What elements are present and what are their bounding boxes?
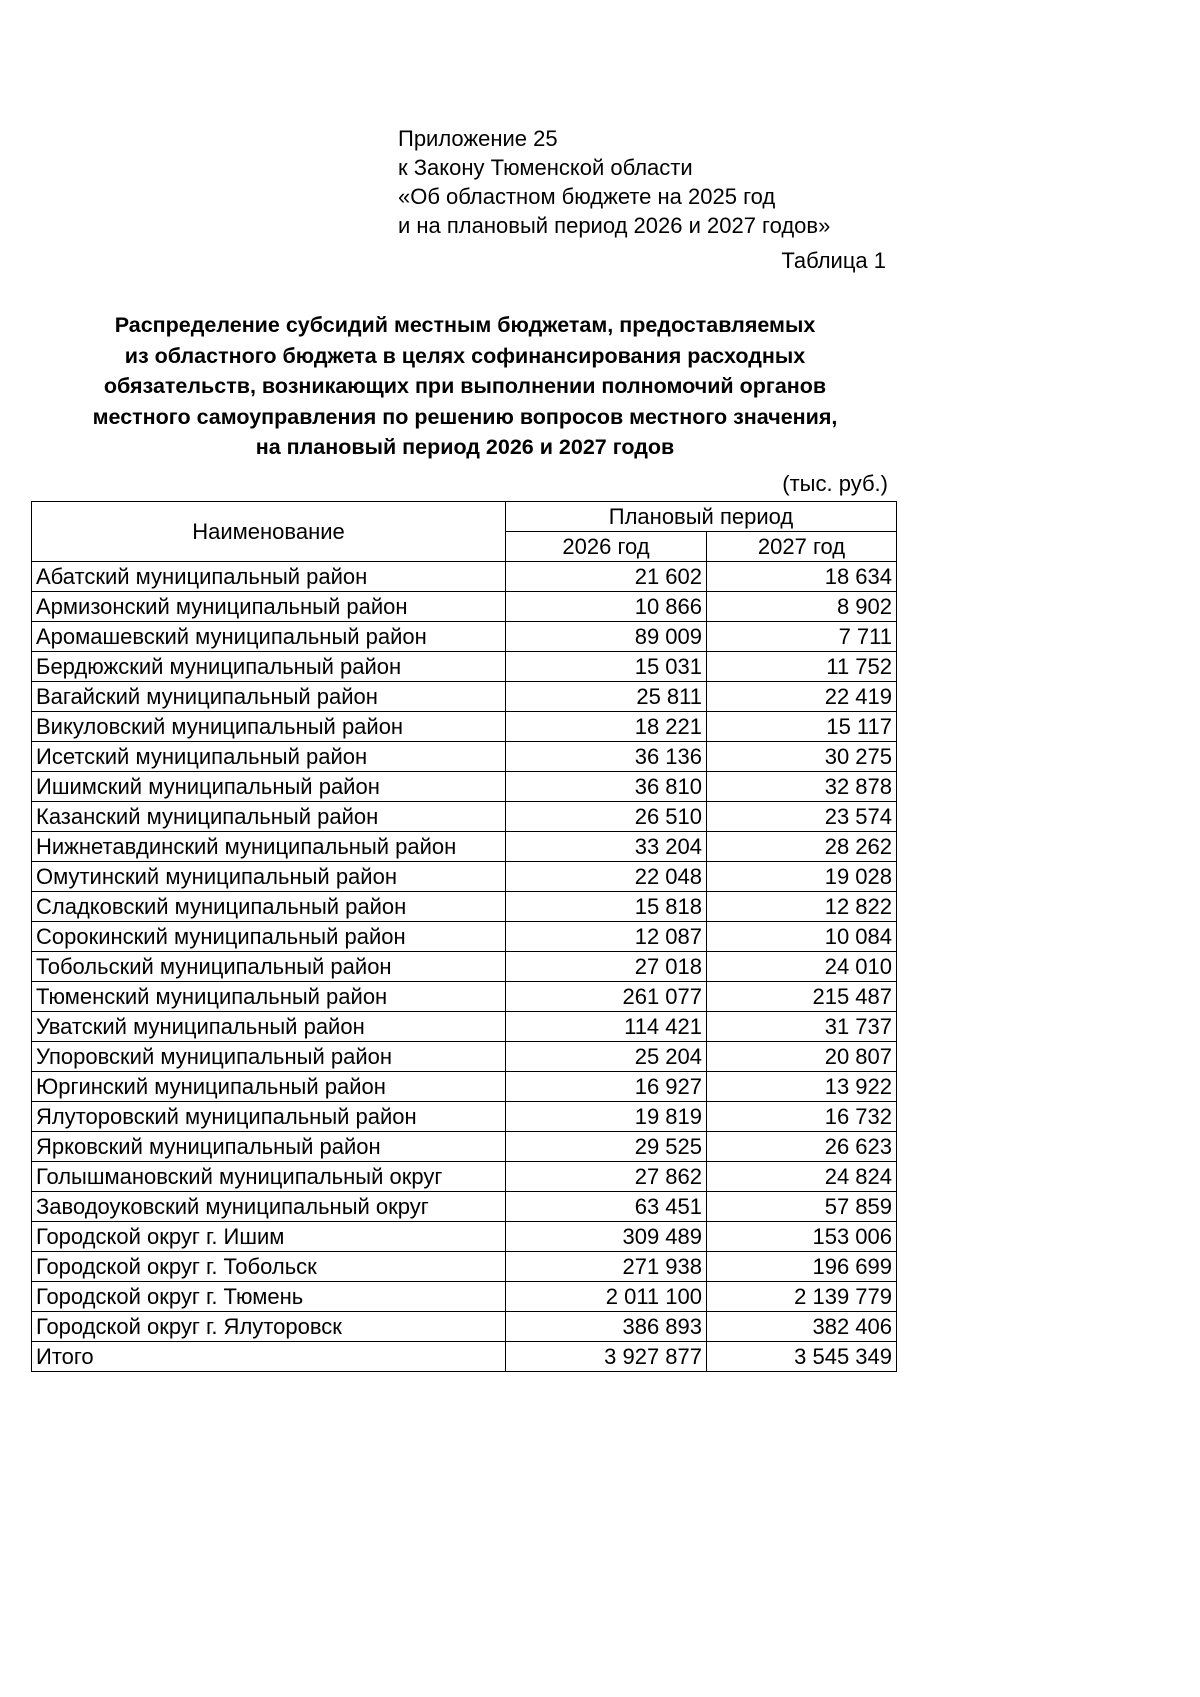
total-2026: 3 927 877 [506,1342,707,1372]
total-label: Итого [32,1342,506,1372]
units-label: (тыс. руб.) [782,471,888,496]
row-value-2027: 8 902 [707,592,897,622]
table-row [32,892,897,922]
row-name: Ярковский муниципальный район [32,1132,506,1162]
row-value-2027: 32 878 [707,772,897,802]
title-line: Распределение субсидий местным бюджетам, предоставляемых [114,313,816,337]
row-value-2026: 36 136 [506,742,707,772]
row-value-2027: 196 699 [707,1252,897,1282]
row-value-2026: 10 866 [506,592,707,622]
row-value-2026: 2 011 100 [506,1282,707,1312]
row-value-2027: 382 406 [707,1312,897,1342]
document-title [30,310,900,463]
row-value-2026: 15 818 [506,892,707,922]
table-row [32,952,897,982]
table-body [32,562,897,1342]
row-name: Городской округ г. Ялуторовск [32,1312,506,1342]
subsidy-table [31,501,897,1372]
row-value-2027: 16 732 [707,1102,897,1132]
table-row [32,742,897,772]
row-value-2026: 22 048 [506,862,707,892]
row-name: Тюменский муниципальный район [32,982,506,1012]
appendix-line: Приложение 25 [398,126,558,151]
table-row [32,1012,897,1042]
table-row [32,982,897,1012]
row-value-2026: 12 087 [506,922,707,952]
row-value-2027: 153 006 [707,1222,897,1252]
row-value-2026: 25 204 [506,1042,707,1072]
row-value-2026: 63 451 [506,1192,707,1222]
row-name: Нижнетавдинский муниципальный район [32,832,506,862]
row-value-2026: 386 893 [506,1312,707,1342]
row-value-2027: 24 010 [707,952,897,982]
row-value-2026: 271 938 [506,1252,707,1282]
table-row [32,1252,897,1282]
row-value-2027: 28 262 [707,832,897,862]
row-value-2027: 215 487 [707,982,897,1012]
row-value-2027: 20 807 [707,1042,897,1072]
row-value-2026: 29 525 [506,1132,707,1162]
row-name: Сладковский муниципальный район [32,892,506,922]
appendix-line: к Закону Тюменской области [398,155,693,180]
row-value-2026: 33 204 [506,832,707,862]
row-name: Абатский муниципальный район [32,562,506,592]
table-row [32,1072,897,1102]
row-name: Голышмановский муниципальный округ [32,1162,506,1192]
row-value-2027: 11 752 [707,652,897,682]
row-name: Упоровский муниципальный район [32,1042,506,1072]
row-value-2027: 10 084 [707,922,897,952]
title-line: обязательств, возникающих при выполнении полномочий органов [103,374,827,398]
row-value-2027: 24 824 [707,1162,897,1192]
appendix-header [398,124,830,240]
row-value-2027: 23 574 [707,802,897,832]
row-name: Бердюжский муниципальный район [32,652,506,682]
row-value-2027: 31 737 [707,1012,897,1042]
table-row [32,802,897,832]
row-value-2027: 26 623 [707,1132,897,1162]
table-row [32,1132,897,1162]
row-name: Городской округ г. Ишим [32,1222,506,1252]
row-value-2026: 89 009 [506,622,707,652]
row-name: Ишимский муниципальный район [32,772,506,802]
row-name: Юргинский муниципальный район [32,1072,506,1102]
table-row [32,1042,897,1072]
row-value-2026: 16 927 [506,1072,707,1102]
row-value-2027: 15 117 [707,712,897,742]
row-value-2026: 19 819 [506,1102,707,1132]
table-row [32,1192,897,1222]
row-value-2026: 114 421 [506,1012,707,1042]
row-value-2027: 18 634 [707,562,897,592]
row-value-2027: 13 922 [707,1072,897,1102]
table-row [32,1222,897,1252]
total-2027: 3 545 349 [707,1342,897,1372]
header-name: Наименование [32,502,506,562]
row-value-2027: 57 859 [707,1192,897,1222]
row-name: Исетский муниципальный район [32,742,506,772]
table-row [32,1312,897,1342]
title-line: из областного бюджета в целях софинансирования расходных [124,343,806,368]
table-row [32,832,897,862]
row-value-2027: 7 711 [707,622,897,652]
row-value-2026: 309 489 [506,1222,707,1252]
row-value-2027: 22 419 [707,682,897,712]
table-row [32,652,897,682]
table-row [32,1162,897,1192]
table-row [32,712,897,742]
row-value-2026: 36 810 [506,772,707,802]
table-number: Таблица 1 [781,248,886,273]
appendix-line: и на плановый период 2026 и 2027 годов» [398,213,831,238]
table-row [32,592,897,622]
row-name: Заводоуковский муниципальный округ [32,1192,506,1222]
row-name: Викуловский муниципальный район [32,712,506,742]
header-year-2027: 2027 год [707,532,897,562]
header-period: Плановый период [506,502,897,532]
title-line: на плановый период 2026 и 2027 годов [255,435,675,459]
row-name: Казанский муниципальный район [32,802,506,832]
table-row [32,682,897,712]
table-row [32,1282,897,1312]
appendix-line: «Об областном бюджете на 2025 год [398,184,776,209]
total-row [32,1342,897,1372]
row-value-2026: 18 221 [506,712,707,742]
table-row [32,922,897,952]
row-value-2027: 19 028 [707,862,897,892]
row-name: Тобольский муниципальный район [32,952,506,982]
row-name: Омутинский муниципальный район [32,862,506,892]
header-year-2026: 2026 год [506,532,707,562]
row-name: Аромашевский муниципальный район [32,622,506,652]
row-value-2026: 15 031 [506,652,707,682]
row-name: Уватский муниципальный район [32,1012,506,1042]
row-name: Армизонский муниципальный район [32,592,506,622]
table-row [32,562,897,592]
row-value-2027: 30 275 [707,742,897,772]
row-value-2026: 21 602 [506,562,707,592]
row-value-2026: 25 811 [506,682,707,712]
row-value-2026: 27 018 [506,952,707,982]
row-name: Вагайский муниципальный район [32,682,506,712]
table-row [32,772,897,802]
table-row [32,862,897,892]
row-value-2026: 27 862 [506,1162,707,1192]
row-value-2027: 2 139 779 [707,1282,897,1312]
row-name: Городской округ г. Тюмень [32,1282,506,1312]
row-value-2027: 12 822 [707,892,897,922]
title-line: местного самоуправления по решению вопросов местного значения, [92,404,838,429]
row-name: Ялуторовский муниципальный район [32,1102,506,1132]
row-name: Городской округ г. Тобольск [32,1252,506,1282]
table-row [32,622,897,652]
table-row [32,1102,897,1132]
row-value-2026: 261 077 [506,982,707,1012]
row-name: Сорокинский муниципальный район [32,922,506,952]
row-value-2026: 26 510 [506,802,707,832]
